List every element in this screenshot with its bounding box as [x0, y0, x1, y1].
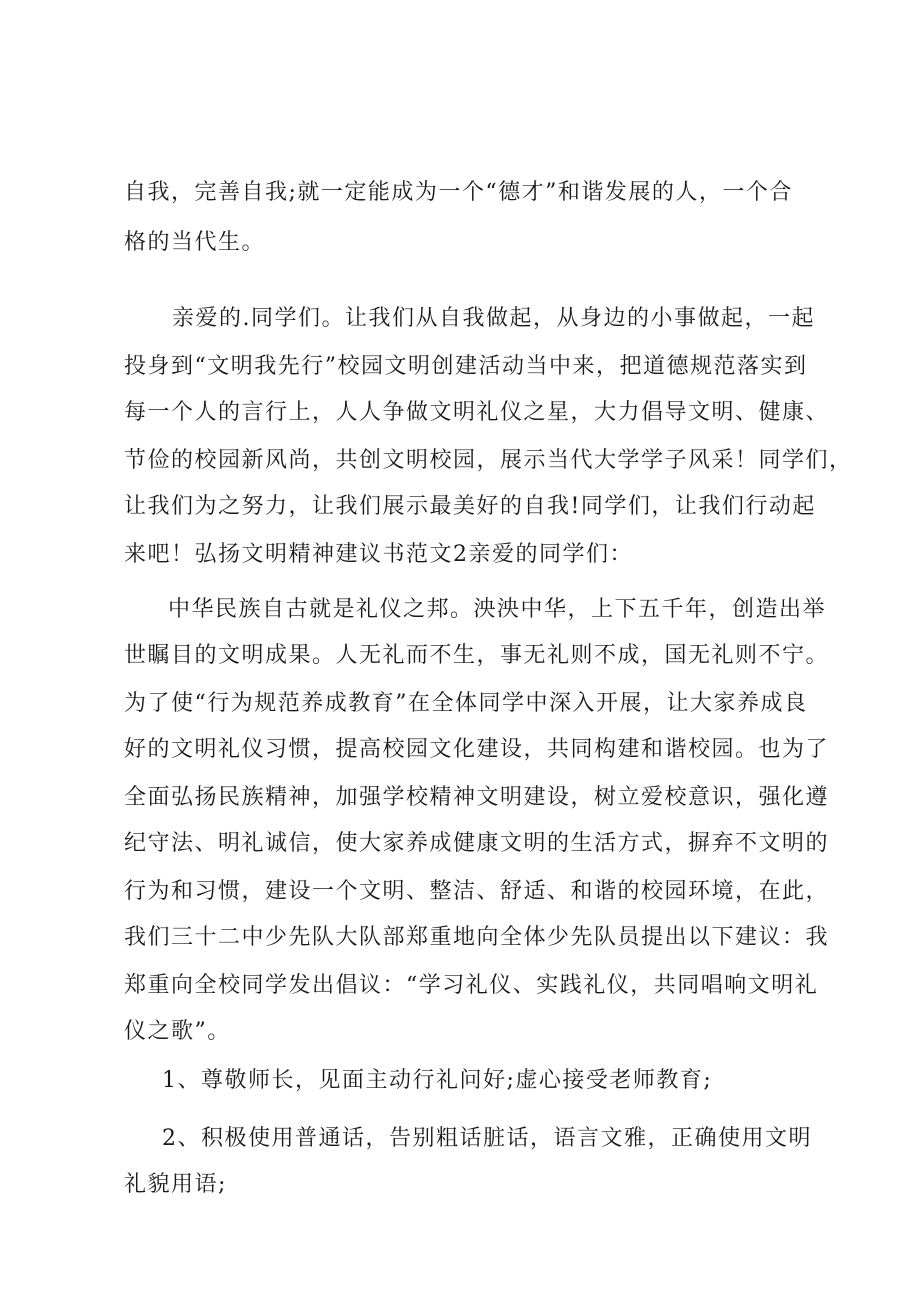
paragraph-3-line-9: 郑重向全校同学发出倡议：“学习礼仪、实践礼仪，共同唱响文明礼	[124, 973, 819, 998]
paragraph-2-line-5: 让我们为之努力，让我们展示最美好的自我!同学们，让我们行动起	[124, 494, 816, 519]
paragraph-1-line-2: 格的当代生。	[124, 230, 266, 255]
list-item-2-line-2: 礼貌用语;	[124, 1172, 227, 1197]
paragraph-2-line-3: 每一个人的言行上，人人争做文明礼仪之星，大力倡导文明、健康、	[124, 400, 830, 425]
paragraph-3-line-8: 我们三十二中少先队大队部郑重地向全体少先队员提出以下建议：我	[124, 925, 830, 950]
paragraph-3-line-4: 好的文明礼仪习惯，提高校园文化建设，共同构建和谐校园。也为了	[124, 737, 830, 762]
paragraph-3-line-3: 为了使“行为规范养成教育”在全体同学中深入开展，让大家养成良	[124, 691, 808, 716]
paragraph-2-line-1: 亲爱的.同学们。让我们从自我做起，从身边的小事做起，一起	[172, 306, 815, 331]
paragraph-3-line-7: 行为和习惯，建设一个文明、整洁、舒适、和谐的校园环境，在此，	[124, 879, 830, 904]
paragraph-2-line-2: 投身到“文明我先行”校园文明创建活动当中来，把道德规范落实到	[124, 354, 808, 379]
paragraph-3-line-1: 中华民族自古就是礼仪之邦。泱泱中华，上下五千年，创造出举	[168, 597, 827, 622]
paragraph-2-line-4: 节俭的校园新风尚，共创文明校园，展示当代大学学子风采！同学们，	[124, 448, 853, 473]
paragraph-3-line-6: 纪守法、明礼诚信，使大家养成健康文明的生活方式，摒弃不文明的	[124, 831, 830, 856]
paragraph-3-line-10: 仪之歌”。	[124, 1019, 231, 1044]
list-item-2-line-1: 2、积极使用普通话，告别粗话脏话，语言文雅，正确使用文明	[162, 1126, 812, 1151]
paragraph-3-line-2: 世瞩目的文明成果。人无礼而不生，事无礼则不成，国无礼则不宁。	[124, 643, 830, 668]
paragraph-3-line-5: 全面弘扬民族精神，加强学校精神文明建设，树立爱校意识，强化遵	[124, 785, 830, 810]
paragraph-2-line-6: 来吧！弘扬文明精神建议书范文2亲爱的同学们：	[124, 542, 633, 567]
list-item-1: 1、尊敬师长，见面主动行礼问好;虚心接受老师教育;	[162, 1068, 713, 1093]
paragraph-1-line-1: 自我，完善自我;就一定能成为一个“德才”和谐发展的人，一个合	[124, 180, 793, 205]
